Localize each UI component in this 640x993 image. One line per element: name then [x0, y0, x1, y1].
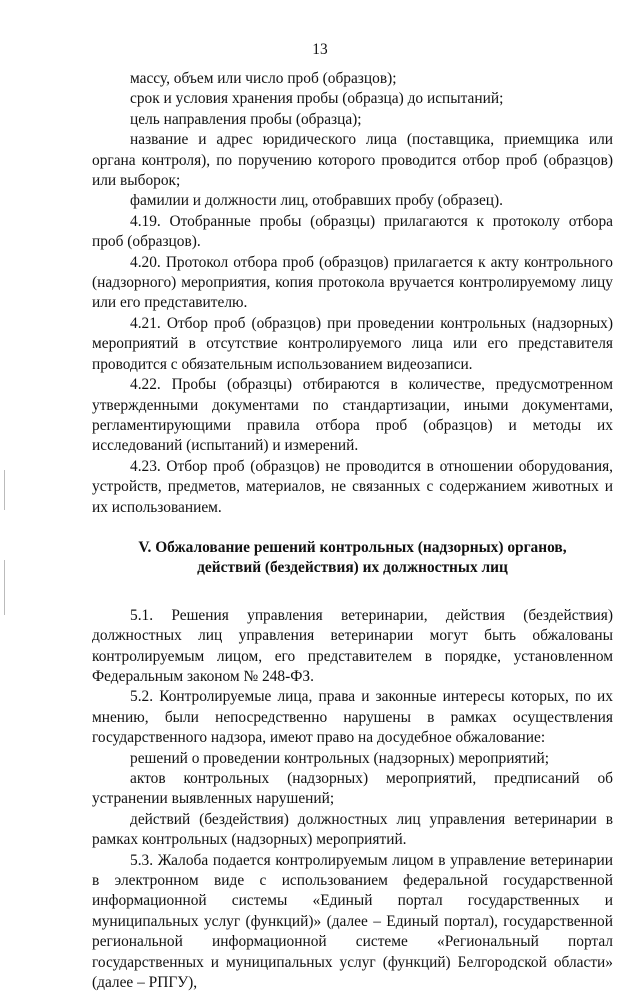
paragraph: цель направления пробы (образца);: [130, 110, 362, 128]
scan-edge-mark: [4, 470, 5, 510]
paragraph: актов контрольных (надзорных) мероприятий, предписаний об устранении выявленных нарушений;: [92, 770, 613, 808]
section-heading-line: V. Обжалование решений контрольных (надзорных) органов,: [138, 538, 567, 556]
paragraph: массу, объем или число проб (образцов);: [130, 70, 397, 87]
paragraph-4-22: 4.22. Пробы (образцы) отбираются в количестве, предусмотренном утвержденными документами по стандартизации, иными документами, регламентирующими правила отбора проб (образцов) и методы их исследований (испытаний) и измерений.: [92, 376, 613, 455]
paragraph: срок и условия хранения пробы (образца) до испытаний;: [130, 90, 504, 108]
paragraph-4-19: 4.19. Отобранные пробы (образцы) прилагаются к протоколу отбора проб (образцов).: [92, 212, 613, 251]
paragraph-5-2: 5.2. Контролируемые лица, права и законные интересы которых, по их мнению, были непосредственно нарушены в рамках осуществления государственного надзора, имеют право на досудебное обжалование:: [92, 688, 613, 747]
paragraph-5-1: 5.1. Решения управления ветеринарии, действия (бездействия) должностных лиц управления ветеринарии могут быть обжалованы контролируемым лицом, его представителем в порядке, установленном Федеральным законом № 248-ФЗ.: [92, 606, 613, 685]
page-number: 13: [312, 41, 328, 58]
spacer: [92, 579, 613, 606]
paragraph-4-21: 4.21. Отбор проб (образцов) при проведении контрольных (надзорных) мероприятий в отсутствие контролируемого лица или его представителя проводится с обязательным использованием видеозаписи.: [92, 314, 613, 373]
paragraph-4-23: 4.23. Отбор проб (образцов) не проводится в отношении оборудования, устройств, предметов, материалов, не связанных с содержанием животных и их использованием.: [92, 457, 613, 516]
scan-edge-mark: [4, 560, 5, 615]
paragraph-4-20: 4.20. Протокол отбора проб (образцов) прилагается к акту контрольного (надзорного) мероприятия, копия протокола вручается контролируемому лицу или его представителю.: [92, 253, 613, 312]
paragraph-5-3: 5.3. Жалоба подается контролируемым лицом в управление ветеринарии в электронном виде с использованием федеральной государственной информационной системы «Единый портал государственных и муниципальных услуг (функций)» (далее – Единый портал), государственной региональной информационной системе «Региональный портал государственных и муниципальных услуг (функций) Белгородской области» (далее – РПГУ),: [92, 851, 613, 992]
paragraph: название и адрес юридического лица (поставщика, приемщика или органа контроля), по поручению которого проводится отбор проб (образцов) или выборок;: [92, 131, 613, 190]
section-heading: [92, 538, 613, 579]
section-heading-line: действий (бездействия) их должностных лиц: [197, 559, 508, 577]
paragraph: решений о проведении контрольных (надзорных) мероприятий;: [130, 749, 550, 767]
document-body: [92, 69, 613, 993]
paragraph: действий (бездействия) должностных лиц управления ветеринарии в рамках контрольных (надзорных) мероприятий.: [92, 810, 613, 849]
paragraph: фамилии и должности лиц, отобравших пробу (образец).: [130, 192, 503, 210]
